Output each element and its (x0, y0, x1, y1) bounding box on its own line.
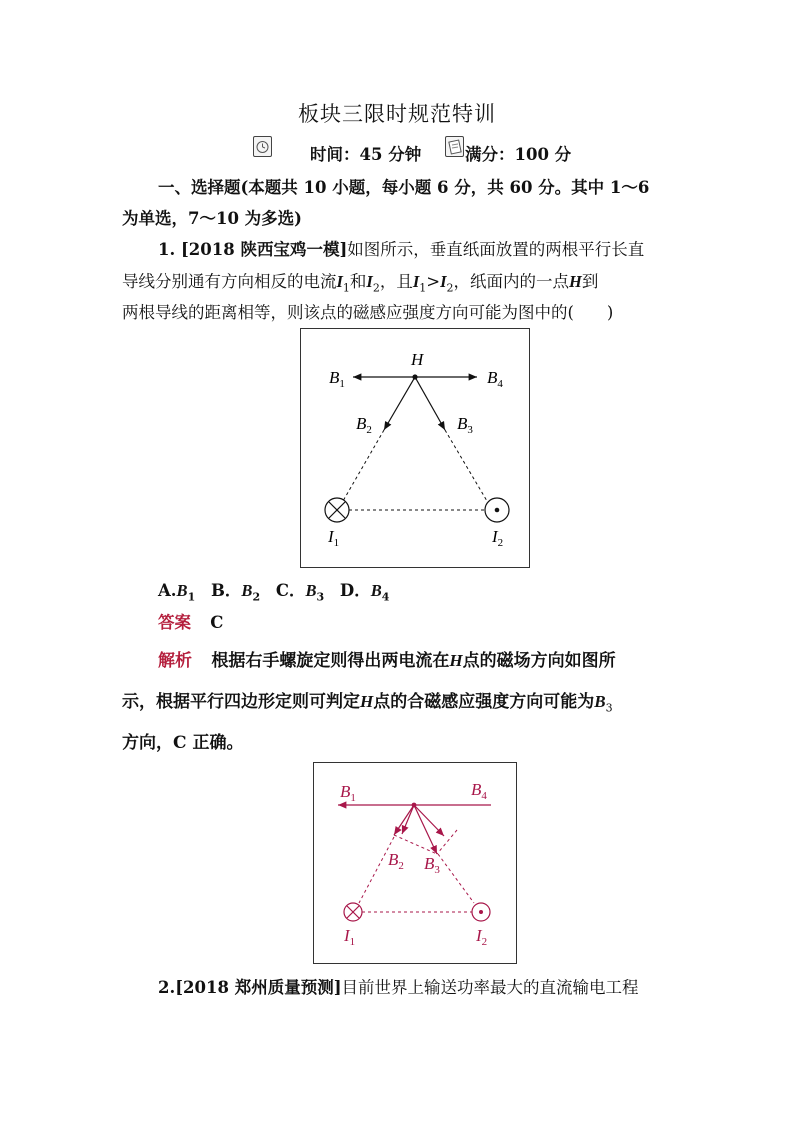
analysis-var-h2: H (360, 692, 374, 711)
label2-b4-letter: B (471, 780, 482, 799)
dashed-left (343, 430, 384, 501)
vector2-b3 (414, 805, 437, 854)
label-b1-letter: B (329, 368, 340, 387)
label-i2-sub: 2 (497, 537, 504, 549)
q1-text-2c: ，且 (379, 272, 413, 291)
option-a: B (176, 581, 188, 600)
label2-i2-sub: 2 (481, 936, 488, 948)
analysis-text-2a: 示，根据平行四边形定则可判定 (122, 692, 360, 712)
label2-i1-sub: 1 (349, 936, 356, 948)
analysis-text-1c: 点的磁场方向如图所 (462, 651, 616, 671)
q1-line2 (122, 268, 598, 294)
q2-text: 目前世界上输送功率最大的直流输电工程 (341, 978, 639, 997)
clock-icon (253, 136, 272, 157)
label-i1 (327, 527, 339, 549)
analysis-var-b3: B (594, 692, 606, 711)
q1-text-2b: 和 (349, 272, 367, 291)
option-d: B (370, 581, 382, 600)
option-c-sub: 3 (316, 590, 325, 604)
q1-var-h: H (569, 272, 582, 291)
label-b1-sub: 1 (339, 378, 345, 390)
page-title: 板块三限时规范特训 (298, 102, 496, 126)
q1-options (158, 577, 389, 603)
analysis-label: 解析 (158, 651, 192, 671)
label-b3-letter: B (457, 414, 468, 433)
label-b2 (356, 414, 372, 436)
dashed-right (445, 430, 487, 501)
label2-b4 (471, 780, 487, 802)
analysis-text-2c: 点的合磁感应强度方向可能为 (373, 692, 595, 712)
parallelogram-side-1 (394, 835, 437, 854)
label2-b3-letter: B (424, 854, 435, 873)
vector-b3 (415, 377, 445, 430)
label-b4-sub: 4 (497, 378, 503, 390)
label2-i1-letter: I (344, 926, 350, 945)
q1-var-i1: I (336, 272, 343, 291)
option-c-label: C． (275, 581, 306, 600)
label2-b2 (388, 850, 404, 872)
current-into-icon (325, 498, 349, 522)
q1-text-2e: 到 (581, 272, 599, 291)
q2-number: 2.[2018 郑州质量预测] (158, 978, 342, 997)
label-i2 (491, 527, 503, 549)
q1-number: 1. [2018 陕西宝鸡一模] (158, 240, 348, 259)
time-limit: 时间：45 分钟 (310, 145, 422, 164)
label2-i1 (343, 926, 355, 948)
paper-icon (445, 136, 464, 157)
full-score: 满分：100 分 (465, 145, 572, 164)
analysis-line2 (122, 687, 613, 714)
q1-var-i2: I (366, 272, 373, 291)
label2-b1-letter: B (340, 782, 351, 801)
answer-label: 答案 (158, 613, 191, 632)
label2-b4-sub: 4 (481, 790, 487, 802)
label2-i2 (475, 926, 487, 948)
section-heading-line2: 为单选，7～10 为多选) (122, 209, 302, 228)
label2-b3-sub: 3 (434, 864, 440, 876)
label2-b3 (424, 854, 440, 876)
label-b4 (487, 368, 503, 390)
vector2-b4-short (414, 805, 444, 836)
option-d-label: D． (339, 581, 371, 600)
dashed2-right (438, 854, 474, 903)
point-h (412, 374, 417, 379)
label-b4-letter: B (487, 368, 498, 387)
q1-var-i1-sub: 1 (342, 281, 350, 295)
parallelogram-side-2 (437, 830, 457, 854)
analysis-var-b3-sub: 3 (605, 701, 613, 715)
q1-var-i1b-sub: 1 (419, 281, 427, 295)
q1-var-i2b-sub: 2 (446, 281, 454, 295)
analysis-line1 (158, 646, 616, 671)
label-b3 (457, 414, 473, 436)
point2-h (412, 803, 417, 808)
label2-b1-sub: 1 (350, 792, 356, 804)
q1-var-i2-sub: 2 (372, 281, 380, 295)
q1-line1 (158, 236, 644, 260)
analysis-line3: 方向，C 正确。 (122, 733, 244, 753)
label-i1-sub: 1 (333, 537, 340, 549)
q1-line3: 两根导线的距离相等，则该点的磁感应强度方向可能为图中的( ) (122, 303, 614, 322)
label-i2-letter: I (492, 527, 498, 546)
answer-row (158, 609, 223, 633)
label-b2-letter: B (356, 414, 367, 433)
option-c: B (305, 581, 317, 600)
option-a-sub: 1 (187, 590, 196, 604)
option-b: B (241, 581, 253, 600)
q1-text-1: 如图所示，垂直纸面放置的两根平行长直 (347, 240, 645, 259)
q1-text-2d: ，纸面内的一点 (453, 272, 570, 291)
label2-b1 (340, 782, 356, 804)
figure-1 (300, 328, 530, 568)
analysis-text-1a: 根据右手螺旋定则得出两电流在 (211, 651, 450, 671)
q1-var-i1b: I (412, 272, 420, 291)
figure-2-diagram (314, 763, 516, 963)
label-b3-sub: 3 (467, 424, 473, 436)
label2-b2-sub: 2 (398, 860, 404, 872)
option-a-label: A. (158, 581, 177, 600)
label2-i2-letter: I (476, 926, 482, 945)
analysis-var-h1: H (449, 651, 463, 670)
label-i1-letter: I (328, 527, 334, 546)
option-b-sub: 2 (252, 590, 261, 604)
q1-text-2a: 导线分别通有方向相反的电流 (122, 272, 337, 291)
answer-value: C (210, 613, 224, 632)
label-b2-sub: 2 (366, 424, 372, 436)
label-b1 (329, 368, 345, 390)
figure-1-diagram (301, 329, 529, 567)
section-heading-line1: 一、选择题(本题共 10 小题，每小题 6 分，共 60 分。其中 1～6 (158, 178, 650, 197)
current2-out-icon (472, 903, 490, 921)
figure-2 (313, 762, 517, 964)
option-d-sub: 4 (381, 590, 390, 604)
current-out-icon (485, 498, 509, 522)
q1-var-i2b: I (440, 272, 447, 291)
q1-gt: > (426, 272, 441, 291)
vector-b2 (384, 377, 415, 430)
label2-b2-letter: B (388, 850, 399, 869)
label-h: H (411, 350, 424, 369)
dashed2-left (359, 837, 394, 903)
q2-line1 (158, 974, 639, 998)
current2-into-icon (344, 903, 362, 921)
option-b-label: B． (210, 581, 242, 600)
